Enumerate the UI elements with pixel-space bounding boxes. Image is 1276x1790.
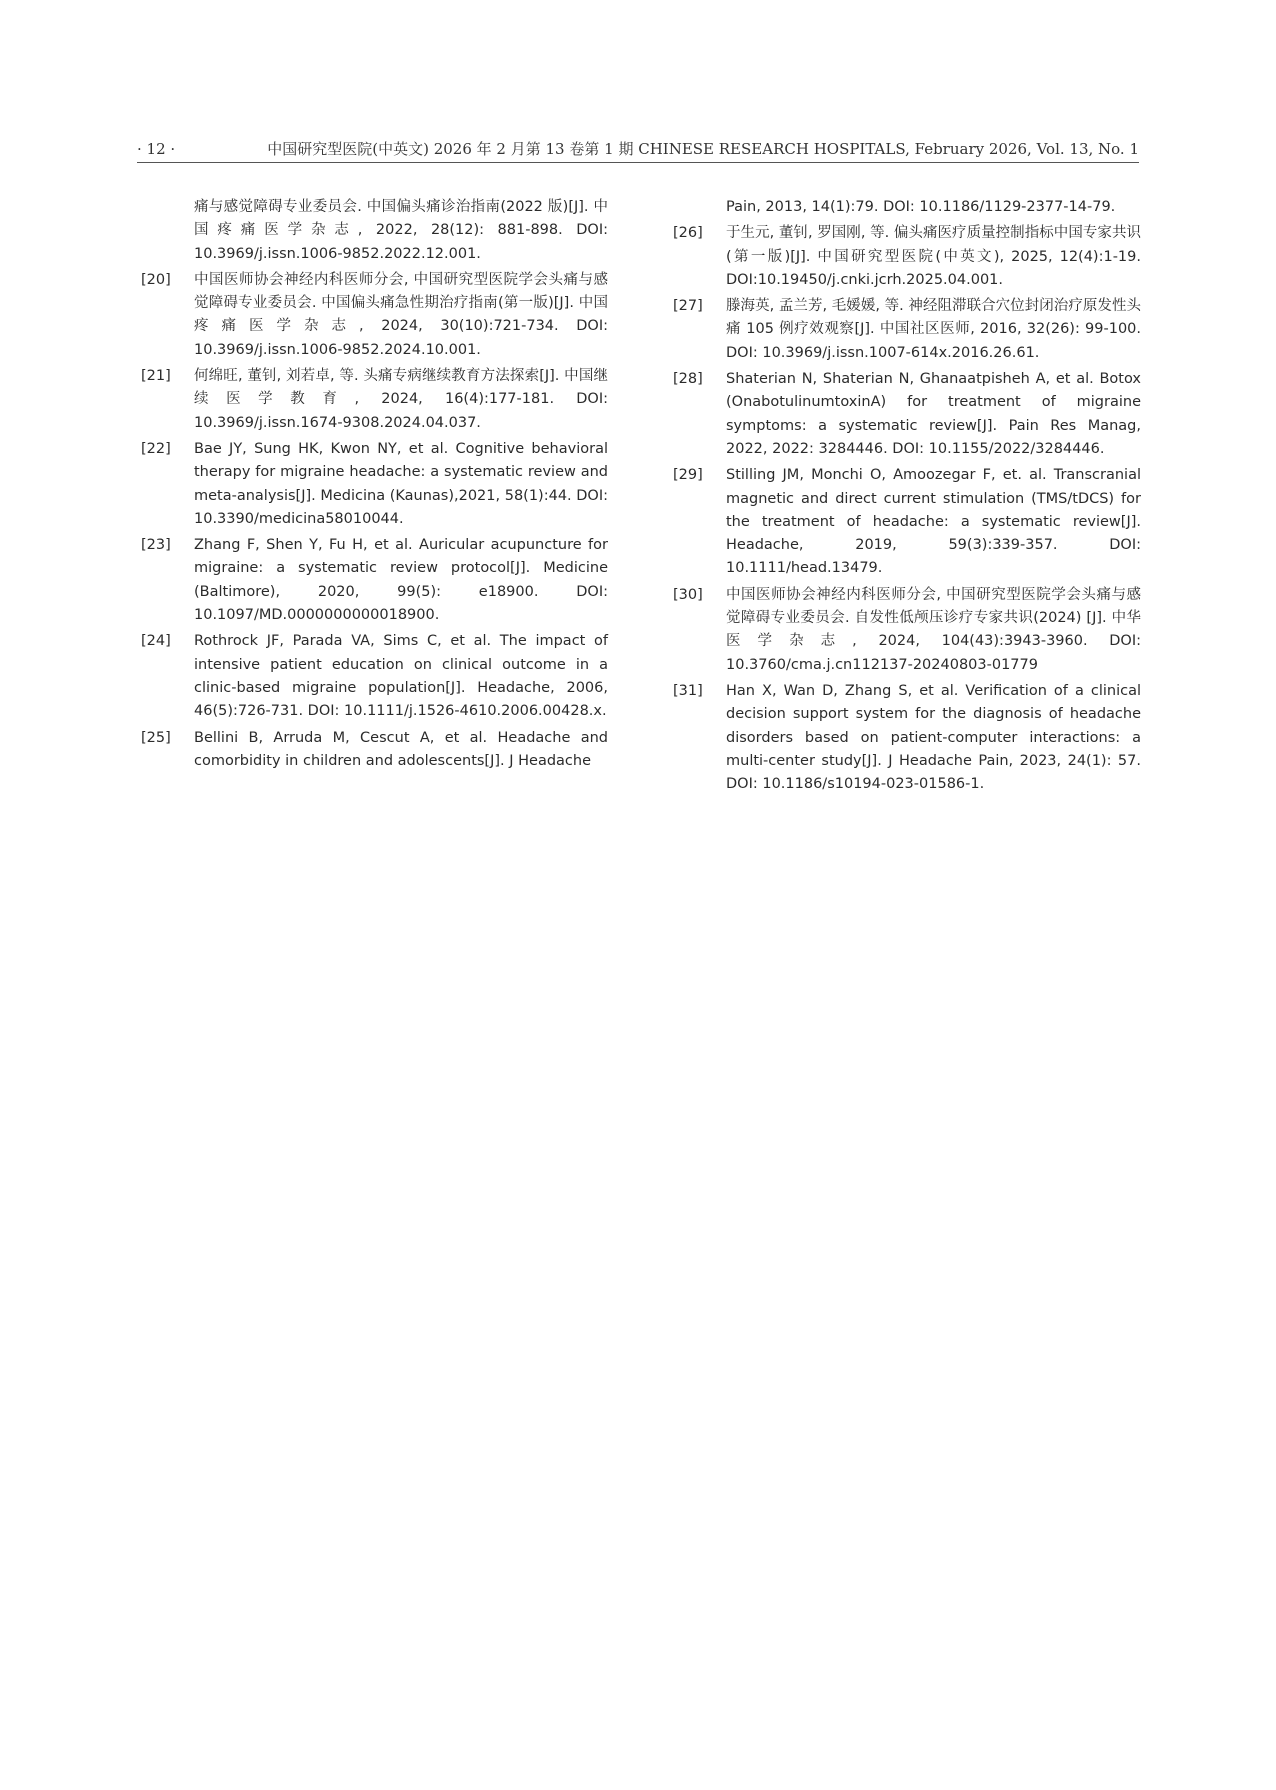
reference-item [141,630,608,723]
reference-item [673,295,1141,365]
reference-number: [23] [141,537,171,554]
reference-text: Stilling JM, Monchi O, Amoozegar F, et. al. Transcranial magnetic and direct current stimulation (TMS/tDCS) for the treatment of headache: a systematic review[J]. Headache, 2019, 59(3):339-357. DOI: 10.1111/head.13479. [726,467,1141,577]
reference-number: [21] [141,368,171,385]
reference-number: [31] [673,682,703,699]
reference-item [141,534,608,627]
reference-item [673,584,1141,677]
reference-text: 于生元, 董钊, 罗国刚, 等. 偏头痛医疗质量控制指标中国专家共识(第一版)[J]. 中国研究型医院(中英文), 2025, 12(4):1-19. DOI:10.19450/j.cnki.jcrh.2025.04.001. [726,225,1141,288]
reference-item [141,438,608,531]
reference-continuation: 痛与感觉障碍专业委员会. 中国偏头痛诊治指南(2022 版)[J]. 中国疼痛医学杂志, 2022, 28(12): 881-898. DOI: 10.3969/j.issn.1006-9852.2022.12.001. [194,199,608,262]
reference-text: 中国医师协会神经内科医师分会, 中国研究型医院学会头痛与感觉障碍专业委员会. 中国偏头痛急性期治疗指南(第一版)[J]. 中国疼痛医学杂志, 2024, 30(10):721-734. DOI: 10.3969/j.issn.1006-9852.2024.10.001. [194,271,608,358]
reference-text: 何绵旺, 董钊, 刘若卓, 等. 头痛专病继续教育方法探索[J]. 中国继续医学教育, 2024, 16(4):177-181. DOI: 10.3969/j.issn.1674-9308.2024.04.037. [194,368,608,431]
reference-continuation: Pain, 2013, 14(1):79. DOI: 10.1186/1129-2377-14-79. [726,199,1116,215]
right-reference-column [673,196,1141,799]
left-reference-column [141,196,608,776]
reference-number: [20] [141,271,171,288]
reference-text: Bae JY, Sung HK, Kwon NY, et al. Cognitive behavioral therapy for migraine headache: a systematic review and meta-analysis[J]. Medicina (Kaunas),2021, 58(1):44. DOI: 10.3390/medicina58010044. [194,440,609,527]
journal-citation-line: 中国研究型医院(中英文) 2026 年 2 月第 13 卷第 1 期 CHINESE RESEARCH HOSPITALS, February 2026, Vol. 13, No. 1 [267,140,1139,158]
reference-number: [30] [673,586,703,603]
reference-item [673,680,1141,796]
reference-number: [22] [141,440,171,457]
page-number: · 12 · [137,140,176,158]
running-header [137,138,1139,163]
reference-item [673,464,1141,580]
reference-text: Rothrock JF, Parada VA, Sims C, et al. The impact of intensive patient education on clinical outcome in a clinic-based migraine population[J]. Headache, 2006, 46(5):726-731. DOI: 10.1111/j.1526-4610.2006.00428.x. [194,633,608,720]
reference-item [141,727,608,774]
reference-item [673,222,1141,292]
reference-text: 滕海英, 孟兰芳, 毛媛媛, 等. 神经阻滞联合穴位封闭治疗原发性头痛 105 例疗效观察[J]. 中国社区医师, 2016, 32(26): 99-100. DOI: 10.3969/j.issn.1007-614x.2016.26.61. [726,298,1141,361]
reference-item [141,365,608,435]
reference-number: [24] [141,633,171,650]
reference-text: Shaterian N, Shaterian N, Ghanaatpisheh A, et al. Botox (OnabotulinumtoxinA) for treatment of migraine symptoms: a systematic review[J]. Pain Res Manag, 2022, 2022: 3284446. DOI: 10.1155/2022/3284446. [726,371,1141,457]
reference-item [141,269,608,362]
reference-number: [27] [673,298,703,315]
reference-text: 中国医师协会神经内科医师分会, 中国研究型医院学会头痛与感觉障碍专业委员会. 自发性低颅压诊疗专家共识(2024) [J]. 中华医学杂志, 2024, 104(43):3943-3960. DOI: 10.3760/cma.j.cn112137-20240803-01779 [726,586,1141,673]
reference-text: Han X, Wan D, Zhang S, et al. Verification of a clinical decision support system for the diagnosis of headache disorders based on patient-computer interactions: a multi-center study[J]. J Headache Pain, 2023, 24(1): 57. DOI: 10.1186/s10194-023-01586-1. [726,682,1141,793]
reference-number: [28] [673,371,703,388]
reference-text: Bellini B, Arruda M, Cescut A, et al. Headache and comorbidity in children and adolescents[J]. J Headache [194,729,608,769]
reference-number: [29] [673,467,703,484]
reference-text: Zhang F, Shen Y, Fu H, et al. Auricular acupuncture for migraine: a systematic review protocol[J]. Medicine (Baltimore), 2020, 99(5): e18900. DOI: 10.1097/MD.0000000000018900. [194,537,608,624]
reference-number: [25] [141,729,171,746]
reference-item [673,368,1141,461]
reference-number: [26] [673,225,703,242]
